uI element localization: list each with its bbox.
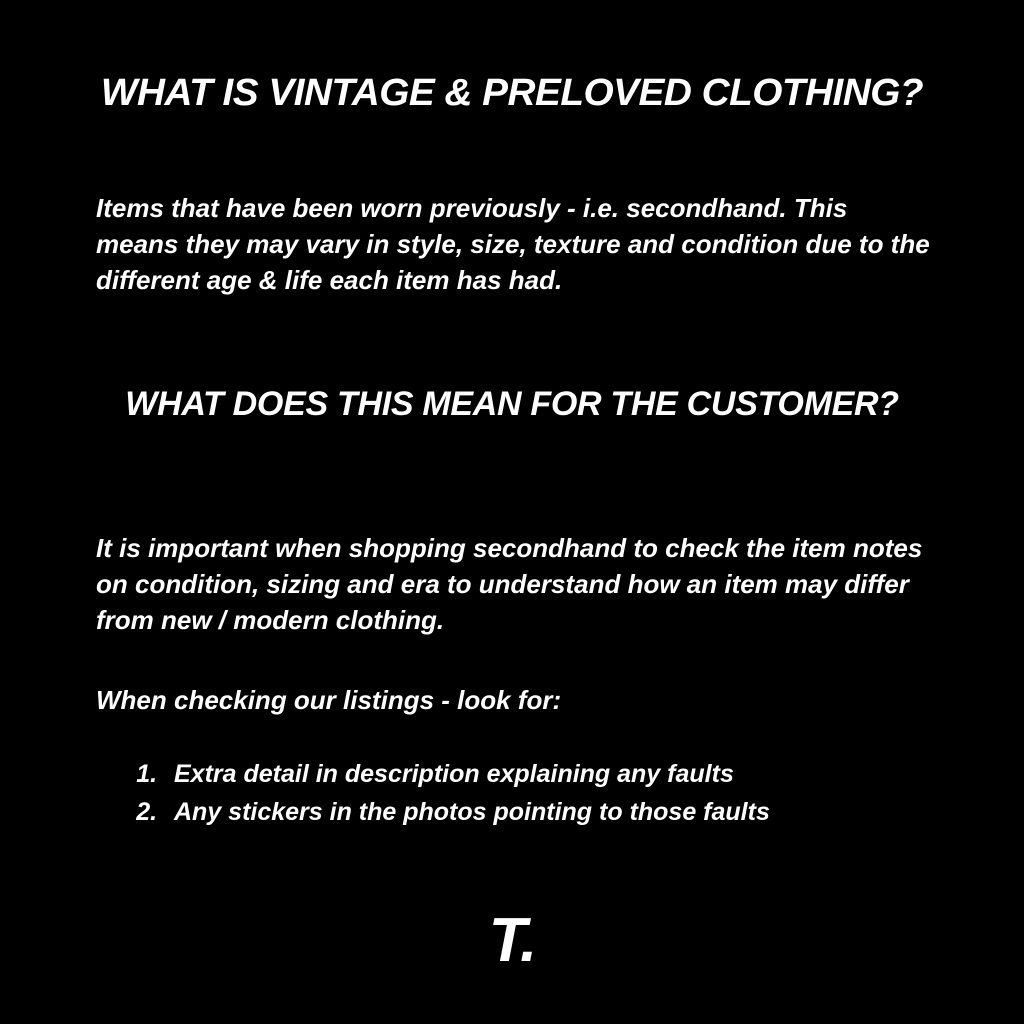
list-item: 1. Extra detail in description explaining any faults [164, 755, 984, 793]
paragraph-listings-prompt: When checking our listings - look for: [96, 685, 562, 715]
paragraph-customer-guidance: It is important when shopping secondhand to check the item notes on condition, sizing and era to understand how an item may differ from new / modern clothing. [96, 533, 923, 635]
list-item: 2. Any stickers in the photos pointing to those faults [164, 793, 984, 831]
paragraph-definition: Items that have been worn previously - i.e. secondhand. This means they may vary in style, size, texture and condition due to the different age & life each item has had. [96, 193, 930, 295]
brand-logo: T. [488, 906, 536, 975]
page-title: WHAT IS VINTAGE & PRELOVED CLOTHING? [100, 72, 924, 114]
checklist [120, 755, 984, 831]
section-heading-customer: WHAT DOES THIS MEAN FOR THE CUSTOMER? [125, 385, 899, 423]
